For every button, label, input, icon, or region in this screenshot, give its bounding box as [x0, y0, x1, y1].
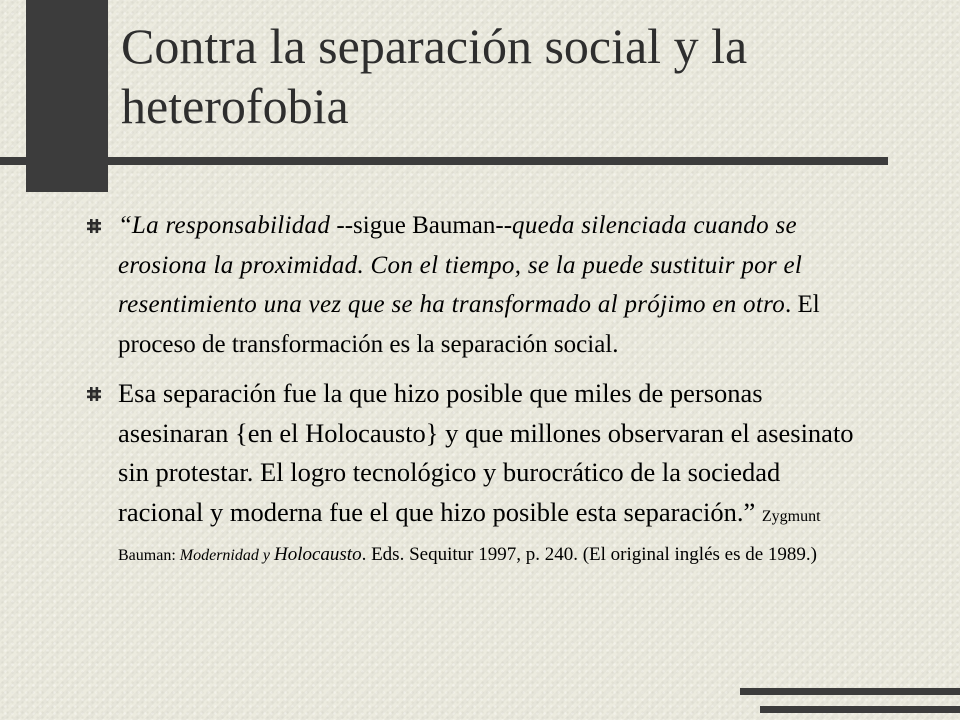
- hash-bullet-icon: [87, 387, 101, 401]
- bullet-text-2: [118, 374, 872, 572]
- quote-italic-1: La responsabilidad: [131, 212, 331, 239]
- bullet-text-1: [118, 206, 872, 364]
- corner-bar-top: [740, 688, 960, 695]
- slide-title: Contra la separación social y la heterofobia: [121, 18, 748, 134]
- bullet-item-2: [82, 374, 872, 572]
- citation-title-1: Modernidad y: [179, 547, 274, 564]
- quote-plain-2: . El proceso de transformación es la separación social.: [118, 291, 820, 358]
- quote-italic-2: queda silenciada cuando se erosiona la proximidad. Con el tiempo, se la puede sustituir por el resentimiento una vez que se ha transformado al prójimo en otro: [118, 212, 803, 318]
- corner-bar-bottom: [760, 706, 960, 713]
- hash-bullet-icon: [87, 219, 101, 233]
- bullet-main-text: Esa separación fue la que hizo posible que miles de personas asesinaran {en el Holocausto} y que millones observaran el asesinato sin protestar. El logro tecnológico y burocrático de la sociedad racional y moderna fue el que hizo posible esta separación.”: [118, 378, 854, 527]
- title-underline: [0, 157, 888, 165]
- citation-title-2: Holocausto: [273, 544, 362, 565]
- bullet-item-1: [82, 206, 872, 364]
- citation-author: Zygmunt Bauman:: [118, 507, 821, 564]
- bullet-list: [82, 206, 872, 572]
- open-quote: “: [118, 212, 132, 239]
- quote-plain-1: --sigue Bauman--: [330, 212, 513, 239]
- citation-rest: . Eds. Sequitur 1997, p. 240. (El original inglés es de 1989.): [361, 544, 817, 565]
